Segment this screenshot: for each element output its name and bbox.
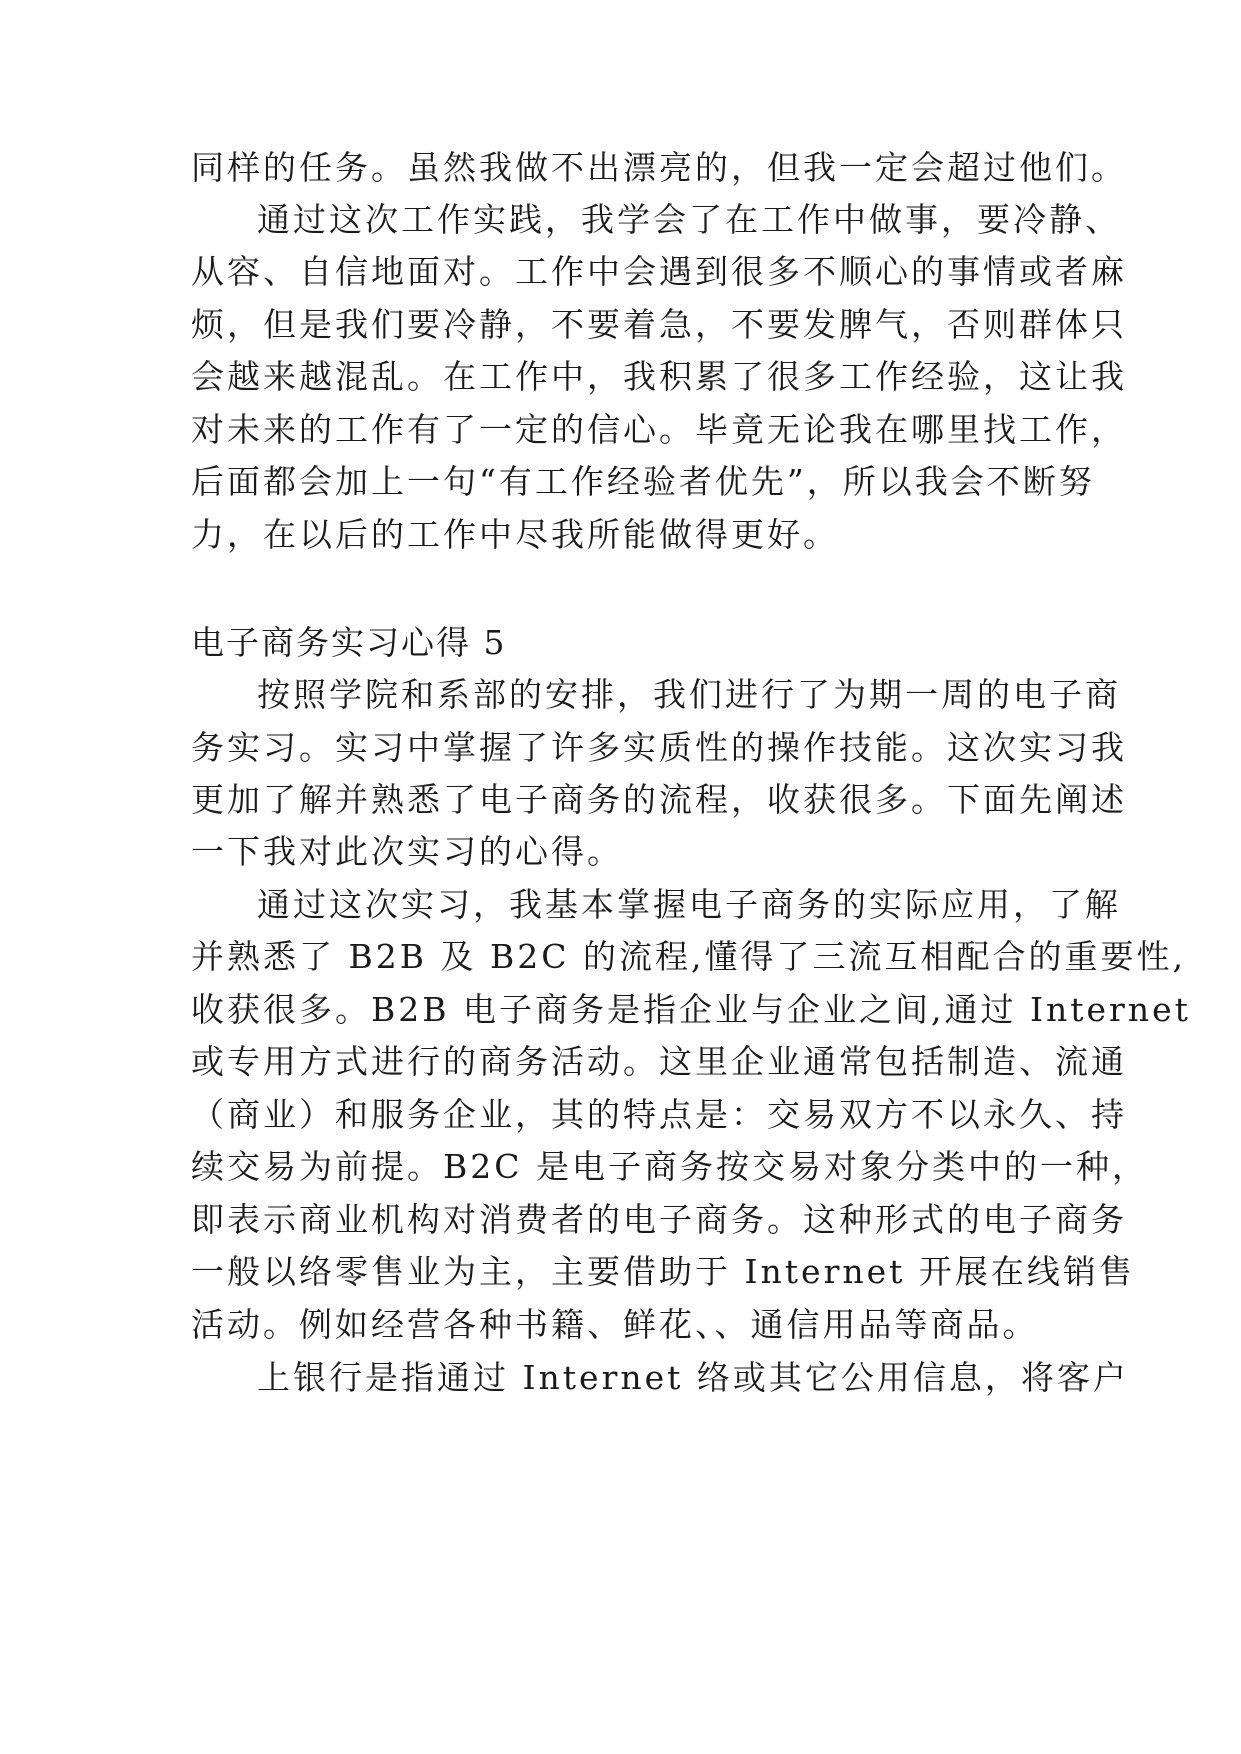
paragraph-line: 务实习。实习中掌握了许多实质性的操作技能。这次实习我	[191, 728, 1127, 767]
paragraph-line: （商业）和服务企业，其的特点是：交易双方不以永久、持	[191, 1095, 1127, 1134]
paragraph-line: 会越来越混乱。在工作中，我积累了很多工作经验，这让我	[191, 357, 1127, 396]
paragraph-line: 一般以络零售业为主，主要借助于 Internet 开展在线销售	[191, 1252, 1135, 1291]
paragraph-line: 一下我对此次实习的心得。	[191, 832, 623, 871]
paragraph-line: 对未来的工作有了一定的信心。毕竟无论我在哪里找工作，	[191, 410, 1127, 449]
section-heading: 电子商务实习心得 5	[191, 623, 507, 662]
continuation-line: 同样的任务。虽然我做不出漂亮的，但我一定会超过他们。	[191, 148, 1127, 187]
paragraph-line: 按照学院和系部的安排，我们进行了为期一周的电子商	[257, 675, 1121, 714]
paragraph-line: 续交易为前提。B2C 是电子商务按交易对象分类中的一种，	[191, 1147, 1148, 1186]
paragraph-line: 更加了解并熟悉了电子商务的流程，收获很多。下面先阐述	[191, 780, 1127, 819]
paragraph-line: 通过这次实习，我基本掌握电子商务的实际应用，了解	[257, 885, 1121, 924]
paragraph-line: 上银行是指通过 Internet 络或其它公用信息，将客户	[257, 1358, 1129, 1397]
paragraph-line: 后面都会加上一句“有工作经验者优先”，所以我会不断努	[191, 462, 1095, 501]
paragraph-line: 烦，但是我们要冷静，不要着急，不要发脾气，否则群体只	[191, 305, 1127, 344]
paragraph-line: 通过这次工作实践，我学会了在工作中做事，要冷静、	[257, 200, 1121, 239]
paragraph-line: 并熟悉了 B2B 及 B2C 的流程,懂得了三流互相配合的重要性,	[191, 937, 1186, 976]
paragraph-line: 收获很多。B2B 电子商务是指企业与企业之间,通过 Internet	[191, 990, 1191, 1029]
paragraph-line: 或专用方式进行的商务活动。这里企业通常包括制造、流通	[191, 1042, 1127, 1081]
paragraph-line: 活动。例如经营各种书籍、鲜花、、通信用品等商品。	[191, 1305, 1039, 1344]
paragraph-line: 从容、自信地面对。工作中会遇到很多不顺心的事情或者麻	[191, 252, 1127, 291]
paragraph-line: 即表示商业机构对消费者的电子商务。这种形式的电子商务	[191, 1200, 1127, 1239]
paragraph-line: 力，在以后的工作中尽我所能做得更好。	[191, 515, 839, 554]
